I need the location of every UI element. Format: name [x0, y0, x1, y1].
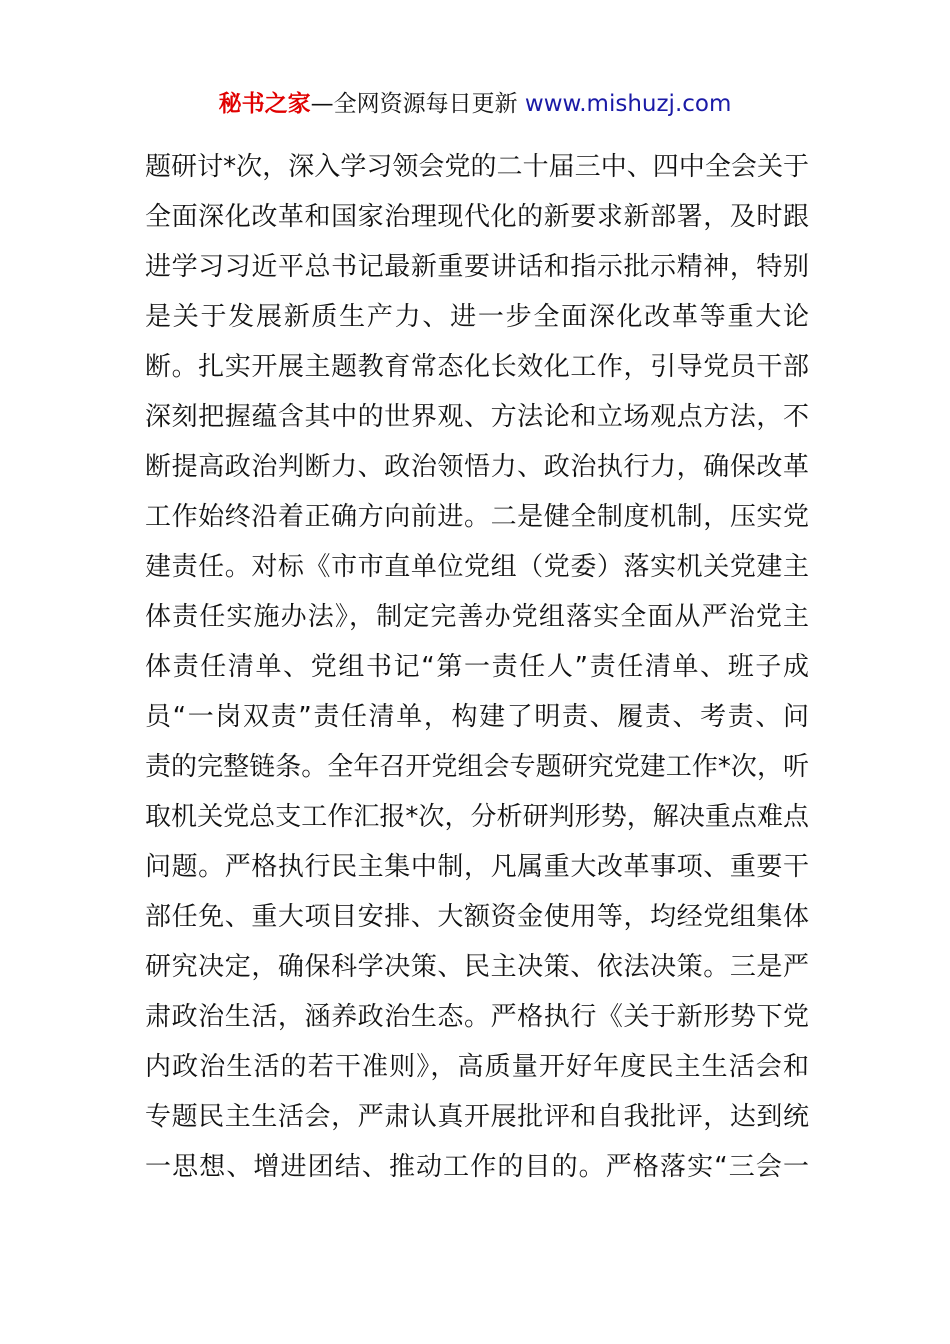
text-line: 体责任清单、党组书记“第一责任人”责任清单、班子成 — [145, 652, 809, 682]
text-line: 是关于发展新质生产力、进一步全面深化改革等重大论 — [145, 302, 809, 332]
site-brand: 秘书之家 — [218, 91, 311, 117]
text-line: 题研讨*次，深入学习领会党的二十届三中、四中全会关于 — [145, 152, 809, 182]
text-line: 进学习习近平总书记最新重要讲话和指示批示精神，特别 — [145, 252, 809, 282]
site-url[interactable]: www.mishuzj.com — [524, 91, 732, 117]
site-tagline: —全网资源每日更新 — [310, 91, 525, 117]
text-line: 责的完整链条。全年召开党组会专题研究党建工作*次，听 — [145, 752, 809, 782]
document-body — [145, 142, 809, 1192]
text-line: 内政治生活的若干准则》，高质量开好年度民主生活会和 — [145, 1052, 809, 1082]
text-line: 研究决定，确保科学决策、民主决策、依法决策。三是严 — [145, 952, 809, 982]
text-line: 肃政治生活，涵养政治生态。严格执行《关于新形势下党 — [145, 1002, 809, 1032]
text-line: 体责任实施办法》，制定完善办党组落实全面从严治党主 — [145, 602, 809, 632]
text-line: 工作始终沿着正确方向前进。二是健全制度机制，压实党 — [145, 502, 809, 532]
text-line: 问题。严格执行民主集中制，凡属重大改革事项、重要干 — [145, 852, 809, 882]
text-line: 全面深化改革和国家治理现代化的新要求新部署，及时跟 — [145, 202, 809, 232]
text-line: 部任免、重大项目安排、大额资金使用等，均经党组集体 — [145, 902, 809, 932]
text-line: 一思想、增进团结、推动工作的目的。严格落实“三会一 — [145, 1152, 809, 1182]
text-line: 取机关党总支工作汇报*次，分析研判形势，解决重点难点 — [145, 802, 809, 832]
text-line: 深刻把握蕴含其中的世界观、方法论和立场观点方法，不 — [145, 402, 809, 432]
text-line: 专题民主生活会，严肃认真开展批评和自我批评，达到统 — [145, 1102, 809, 1132]
text-line: 建责任。对标《市市直单位党组（党委）落实机关党建主 — [145, 552, 809, 582]
text-line: 断。扎实开展主题教育常态化长效化工作，引导党员干部 — [145, 352, 809, 382]
text-line: 员“一岗双责”责任清单，构建了明责、履责、考责、问 — [145, 702, 809, 732]
site-header — [0, 86, 950, 122]
text-line: 断提高政治判断力、政治领悟力、政治执行力，确保改革 — [145, 452, 809, 482]
